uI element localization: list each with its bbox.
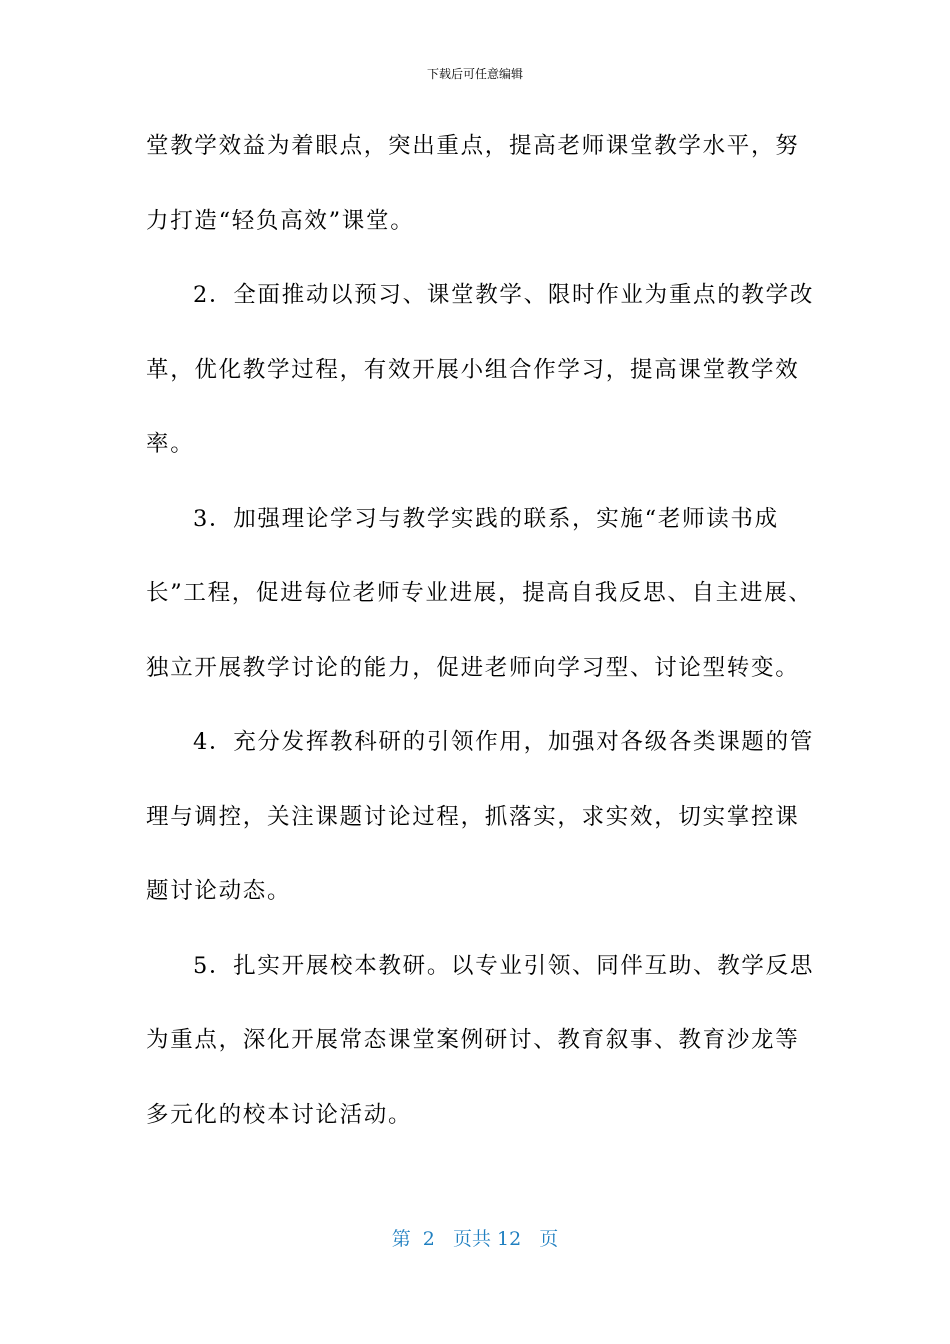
body-line: 2．全面推动以预习、课堂教学、限时作业为重点的教学改 — [193, 282, 815, 308]
body-line: 4．充分发挥教科研的引领作用，加强对各级各类课题的管 — [193, 729, 815, 755]
body-line: 长”工程，促进每位老师专业进展，提高自我反思、自主进展、 — [146, 580, 813, 606]
body-line: 革，优化教学过程，有效开展小组合作学习，提高课堂教学效 — [146, 356, 800, 383]
body-line: 为重点，深化开展常态课堂案例研讨、教育叙事、教育沙龙等 — [146, 1027, 800, 1053]
body-line: 堂教学效益为着眼点，突出重点，提高老师课堂教学水平，努 — [146, 133, 800, 159]
body-line: 力打造“轻负高效”课堂。 — [146, 207, 415, 234]
body-line: 5．扎实开展校本教研。以专业引领、同伴互助、教学反思 — [193, 952, 815, 979]
body-line: 率。 — [146, 431, 195, 457]
page-footer: 第 2 页共 12 页 — [391, 1228, 559, 1250]
body-line: 独立开展教学讨论的能力，促进老师向学习型、讨论型转变。 — [146, 654, 800, 681]
page-header: 下载后可任意编辑 — [426, 67, 523, 81]
body-line: 理与调控，关注课题讨论过程，抓落实，求实效，切实掌控课 — [146, 803, 800, 830]
document-body — [146, 126, 815, 1169]
body-line: 题讨论动态。 — [146, 878, 292, 904]
body-line: 3．加强理论学习与教学实践的联系，实施“老师读书成 — [193, 505, 779, 532]
body-line: 多元化的校本讨论活动。 — [146, 1101, 413, 1128]
